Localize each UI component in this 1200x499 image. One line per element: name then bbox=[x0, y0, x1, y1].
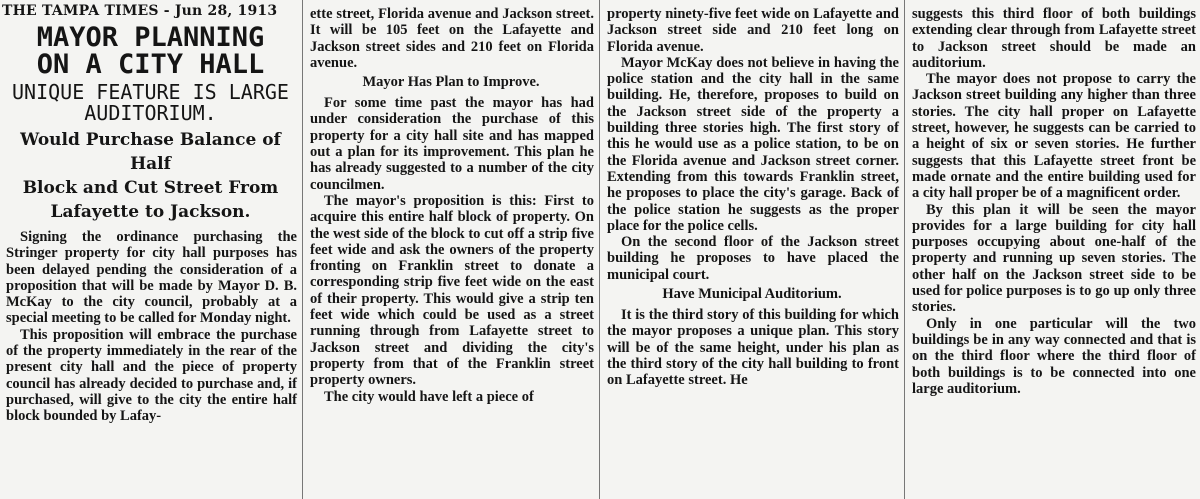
deck-unique-feature bbox=[0, 82, 301, 124]
paragraph: This proposition will embrace the purchase of the property immediately in the rear of the present city hall and the piece of property council has already decided to purchase and, if purchased, will give to the city the entire half block bounded by Lafay- bbox=[6, 326, 297, 425]
paragraph: property ninety-five feet wide on Lafayette and Jackson street side and 210 feet long on Florida avenue. bbox=[607, 6, 899, 55]
deck1-line-1: UNIQUE FEATURE IS LARGE bbox=[12, 80, 289, 104]
paragraph: The mayor does not propose to carry the Jackson street building any higher than three stories. The city hall proper on Lafayette street, however, he suggests can be carried to a height of six or seven stories. He further suggests that this Lafayette street front be made ornate and the entire building used for a city hall proper be of a magnificent order. bbox=[912, 71, 1196, 202]
column-rule bbox=[904, 0, 905, 499]
column-4 bbox=[906, 0, 1200, 499]
paragraph: For some time past the mayor has had under consideration the purchase of this property for a city hall site and has mapped out a plan for its improvement. This plan he has already suggested to a number of the city councilmen. bbox=[310, 95, 594, 193]
paragraph: The city would have left a piece of bbox=[324, 388, 534, 405]
paragraph: ette street, Florida avenue and Jackson street. It will be 105 feet on the Lafayette and Jackson street sides and 210 feet on Florida avenue. bbox=[310, 6, 594, 71]
deck-would-purchase bbox=[0, 128, 301, 224]
headline-line-1: MAYOR PLANNING bbox=[36, 22, 265, 53]
column-2 bbox=[304, 0, 598, 499]
paragraph: suggests this third floor of both buildings extending clear through from Lafayette street to Jackson street should be made an auditorium. bbox=[912, 6, 1196, 71]
deck2-line-2: Block and Cut Street From bbox=[22, 178, 279, 198]
headline bbox=[0, 24, 301, 78]
masthead: THE TAMPA TIMES - Jun 28, 1913 bbox=[2, 3, 278, 19]
paragraph: Signing the ordinance purchasing the Stringer property for city hall purposes has been delayed pending the consideration of a proposition that will be made by Mayor D. B. McKay to the city council, probably at a special meeting to be called for Monday night. bbox=[6, 229, 297, 327]
paragraph: The mayor's proposition is this: First to acquire this entire half block of property. On the west side of the block to cut off a strip five feet wide and ask the owners of the property fronting on Franklin street to donate a corresponding strip five feet wide on the east of their property. This would give a strip ten feet wide which could be used as a street running through from Lafayette street to Jackson street and dividing the city's property from that of the Franklin street property owners. bbox=[310, 192, 594, 389]
column-rule bbox=[599, 0, 600, 499]
subhead-municipal-auditorium: Have Municipal Auditorium. bbox=[662, 286, 842, 303]
column-rule bbox=[302, 0, 303, 499]
paragraph: By this plan it will be seen the mayor provides for a large building for city hall purposes occupying about one-half of the property and running up seven stories. The other half on the Jackson street side to be used for police purposes is to go up only three stories. bbox=[912, 201, 1196, 316]
deck2-line-1: Would Purchase Balance of Half bbox=[20, 130, 281, 174]
paragraph: Only in one particular will the two buildings be in any way connected and that is on the third floor where the third floor of both buildings is to be connected into one large auditorium. bbox=[912, 315, 1196, 397]
headline-line-2: ON A CITY HALL bbox=[36, 49, 265, 80]
subhead-mayor-has-plan: Mayor Has Plan to Improve. bbox=[362, 74, 540, 91]
deck1-line-2: AUDITORIUM. bbox=[84, 101, 217, 125]
paragraph: Mayor McKay does not believe in having the police station and the city hall in the same building. He, therefore, proposes to build on the Jackson street side of the property a building three stories high. The first story of this he would use as a police station, to be on the Florida avenue and Jackson street corner. Extending from this towards Franklin street, he proposes to place the city's garage. Back of the police station he suggests as the proper place for the police cells. bbox=[607, 54, 899, 234]
column-3 bbox=[601, 0, 903, 499]
deck2-line-3: Lafayette to Jackson. bbox=[50, 202, 251, 222]
paragraph: It is the third story of this building for which the mayor proposes a unique plan. This story will be of the same height, under his plan as the third story of the city hall building to front on Lafayette street. He bbox=[607, 307, 899, 389]
column-1 bbox=[0, 0, 301, 499]
paragraph: On the second floor of the Jackson street building he proposes to have placed the municipal court. bbox=[607, 234, 899, 283]
